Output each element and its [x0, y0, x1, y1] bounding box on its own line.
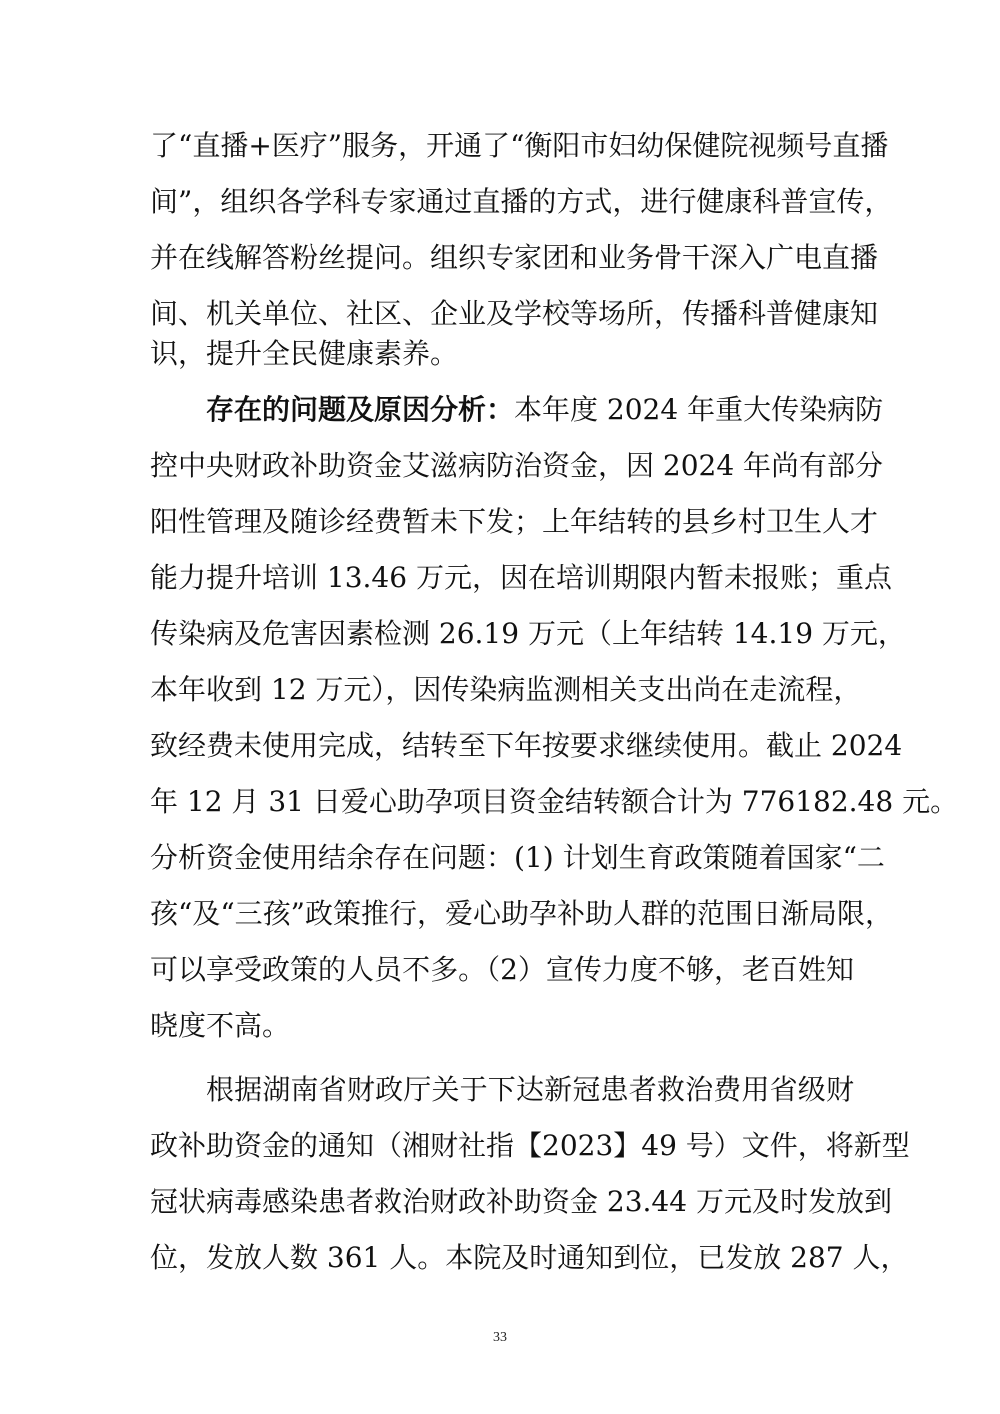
- paragraph-1-line-2: 间”，组织各学科专家通过直播的方式，进行健康科普宣传，: [150, 185, 893, 218]
- paragraph-3-line-2: 政补助资金的通知（湘财社指【2023】49 号）文件，将新型: [150, 1129, 910, 1162]
- paragraph-2-line-2: 控中央财政补助资金艾滋病防治资金，因 2024 年尚有部分: [150, 449, 884, 482]
- paragraph-1-line-1: 了“直播+医疗”服务，开通了“衡阳市妇幼保健院视频号直播: [150, 129, 889, 162]
- paragraph-2-line-11: 可以享受政策的人员不多。（2）宣传力度不够，老百姓知: [150, 953, 854, 986]
- paragraph-2-line-5: 传染病及危害因素检测 26.19 万元（上年结转 14.19 万元，: [150, 617, 906, 650]
- paragraph-2-line-12: 晓度不高。: [150, 1009, 291, 1042]
- paragraph-2-line-6: 本年收到 12 万元），因传染病监测相关支出尚在走流程，: [150, 673, 862, 706]
- section-heading: 存在的问题及原因分析：: [206, 393, 515, 426]
- paragraph-2-line-10: 孩“及“三孩”政策推行，爱心助孕补助人群的范围日渐局限，: [150, 897, 893, 930]
- paragraph-3-line-3: 冠状病毒感染患者救治财政补助资金 23.44 万元及时发放到: [150, 1185, 892, 1218]
- paragraph-1-line-5: 识，提升全民健康素养。: [150, 337, 459, 370]
- paragraph-3-line-1: 根据湖南省财政厅关于下达新冠患者救治费用省级财: [206, 1073, 854, 1106]
- paragraph-1-line-4: 间、机关单位、社区、企业及学校等场所，传播科普健康知: [150, 297, 879, 330]
- paragraph-1-line-3: 并在线解答粉丝提问。组织专家团和业务骨干深入广电直播: [150, 241, 879, 274]
- document-page: [150, 0, 959, 1414]
- paragraph-2-line-7: 致经费未使用完成，结转至下年按要求继续使用。截止 2024: [150, 729, 903, 762]
- page-number: 33: [493, 1330, 507, 1345]
- paragraph-3-line-4: 位，发放人数 361 人。本院及时通知到位，已发放 287 人，: [150, 1241, 909, 1274]
- paragraph-2-line-1-text: 本年度 2024 年重大传染病防: [514, 393, 884, 426]
- paragraph-2-line-1: [206, 382, 884, 438]
- paragraph-2-line-9: 分析资金使用结余存在问题：(1) 计划生育政策随着国家“二: [150, 841, 885, 874]
- paragraph-2-line-4: 能力提升培训 13.46 万元，因在培训期限内暂未报账；重点: [150, 561, 892, 594]
- paragraph-2-line-3: 阳性管理及随诊经费暂未下发；上年结转的县乡村卫生人才: [150, 505, 879, 538]
- paragraph-2-line-8: 年 12 月 31 日爱心助孕项目资金结转额合计为 776182.48 元。: [150, 785, 959, 818]
